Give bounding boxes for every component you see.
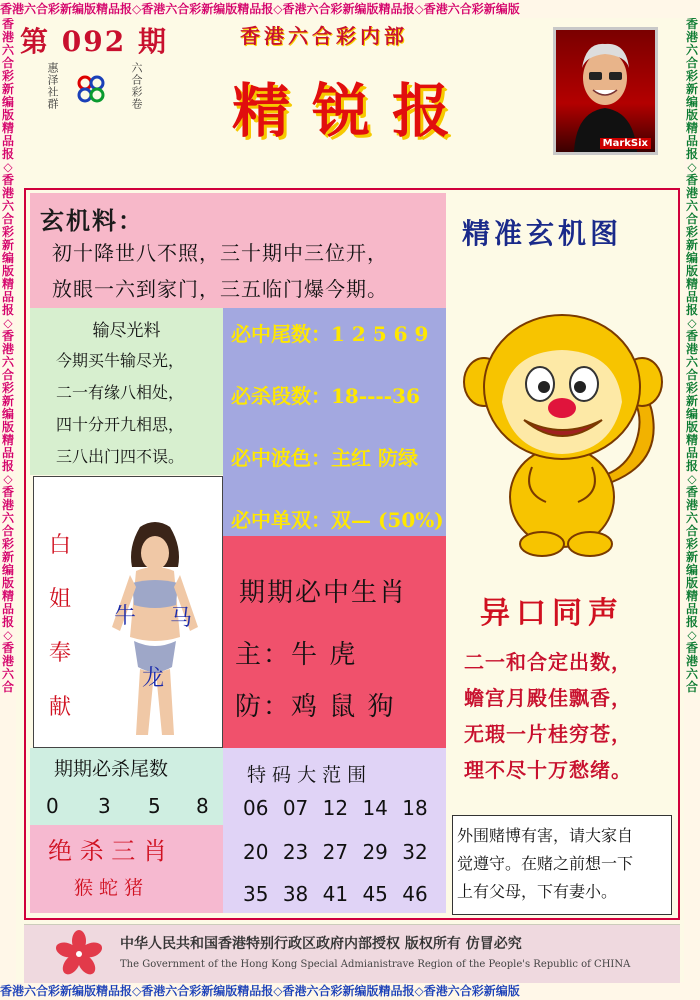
special-heading: 特 码 大 范 围: [247, 764, 367, 786]
shujin-line-4: 三八出门四不误。: [56, 447, 185, 466]
shengxiao-heading: 期期必中生肖: [239, 578, 408, 608]
baijie-panel: [33, 476, 223, 748]
shujin-line-1: 今期买牛输尽光，: [56, 351, 185, 370]
special-row-2: [243, 840, 428, 864]
yikou-line-1: 二一和合定出数，: [464, 650, 632, 674]
top-border-strip: 香港六合彩新编版精品报◇香港六合彩新编版精品报◇香港六合彩新编版精品报◇香港六合彩新编版: [0, 0, 700, 18]
killtail-panel: [30, 748, 223, 825]
special-panel: [223, 748, 446, 913]
bauhinia-emblem-icon: [54, 929, 104, 979]
warning-line-2: 觉遵守。在赌之前想一下: [457, 854, 634, 873]
xuanji-line-1: 初十降世八不照，三十期中三位开，: [52, 241, 388, 265]
subtitle: 香港六合彩内部: [240, 24, 408, 48]
bottom-border-strip: 香港六合彩新编版精品报◇香港六合彩新编版精品报◇香港六合彩新编版精品报◇香港六合彩新编版: [0, 982, 700, 1000]
special-number: 46: [402, 882, 428, 906]
footer-en: The Government of the Hong Kong Special Admianistrave Region of the People's Republic of CHINA: [120, 959, 631, 970]
warning-box: [452, 815, 672, 915]
warning-line-3: 上有父母，下有妻小。: [457, 882, 618, 901]
shujin-line-2: 二一有缘八相处，: [56, 383, 185, 402]
footer-cn: 中华人民共和国香港特别行政区政府内部授权 版权所有 仿冒必究: [120, 936, 522, 952]
killtail-number: 0: [46, 794, 59, 818]
right-border-strip: 香港六合彩新编版精品报◇香港六合彩新编版精品报◇香港六合彩新编版精品报◇香港六合彩新编版精品报◇香港六合: [684, 18, 700, 982]
shujin-heading: 输尽光料: [92, 321, 161, 341]
killzodiac-animals: 猴 蛇 猪: [74, 877, 144, 899]
yikou-line-2: 蟾宫月殿佳飘香，: [464, 686, 632, 710]
lottery-logo-icon: [75, 74, 107, 104]
baijie-overlay-3: 龙: [142, 666, 165, 691]
shengxiao-panel: [223, 536, 446, 748]
special-number: 29: [362, 840, 388, 864]
killtail-heading: 期期必杀尾数: [54, 758, 169, 780]
special-number: 07: [282, 796, 309, 820]
special-number: 41: [322, 882, 349, 906]
shengxiao-guard: 防：鸡 鼠 狗: [235, 692, 396, 722]
publisher-right: 六合彩卷: [130, 62, 143, 110]
special-number: 35: [243, 882, 269, 906]
special-number: 23: [282, 840, 309, 864]
picks-panel: [223, 308, 446, 536]
monkey-illustration-icon: [462, 292, 668, 562]
killtail-number: 3: [98, 794, 111, 818]
publisher-left: 惠泽社群: [46, 62, 59, 110]
killtail-number: 8: [196, 794, 209, 818]
portrait-photo: [553, 27, 658, 155]
killzodiac-panel: [30, 825, 223, 913]
special-number: 38: [282, 882, 309, 906]
yikou-line-4: 理不尽十万愁绪。: [464, 758, 632, 782]
pick-wave: 必中波色：主红 防绿: [231, 446, 418, 470]
issue-number: 第 092 期: [20, 25, 168, 58]
baijie-label: 白姐奉献: [48, 533, 71, 720]
xuanji-line-2: 放眼一六到家门，三五临门爆今期。: [52, 277, 388, 301]
marksix-badge: MarkSix: [600, 138, 651, 149]
yikou-line-3: 无瑕一片桂穷苍，: [464, 722, 632, 746]
main-title: 精锐报: [232, 77, 473, 145]
pick-odd-even: 必中单双：双— (50%): [231, 508, 444, 532]
pick-kill-range: 必杀段数：18----36: [231, 384, 420, 408]
xuanji-image-title: 精准玄机图: [462, 217, 623, 250]
special-number: 32: [402, 840, 428, 864]
killzodiac-heading: 绝 杀 三 肖: [48, 837, 167, 865]
warning-line-1: 外围赌博有害，请大家自: [457, 826, 634, 845]
special-row-1: [243, 796, 428, 820]
killtail-number: 5: [148, 794, 161, 818]
special-number: 06: [243, 796, 269, 820]
special-number: 27: [322, 840, 349, 864]
xuanji-panel: [30, 193, 446, 308]
special-row-3: [243, 882, 428, 906]
yikou-title: 异口同声: [480, 596, 624, 631]
shengxiao-main: 主：牛 虎: [235, 640, 358, 670]
special-number: 14: [362, 796, 388, 820]
shujin-line-3: 四十分开九相思，: [56, 415, 185, 434]
special-number: 18: [402, 796, 428, 820]
left-border-strip: 香港六合彩新编版精品报◇香港六合彩新编版精品报◇香港六合彩新编版精品报◇香港六合彩新编版精品报◇香港六合: [0, 18, 16, 982]
xuanji-heading: 玄机料：: [40, 206, 144, 235]
portrait-figure-icon: [556, 30, 655, 152]
baijie-overlay-2: 马: [170, 606, 193, 631]
special-number: 45: [362, 882, 388, 906]
footer-banner: [24, 924, 680, 983]
pick-tail: 必中尾数：1 2 5 6 9: [231, 322, 429, 346]
special-number: 20: [243, 840, 269, 864]
shujin-panel: [30, 308, 223, 475]
special-number: 12: [322, 796, 349, 820]
baijie-overlay-1: 牛: [114, 604, 137, 629]
